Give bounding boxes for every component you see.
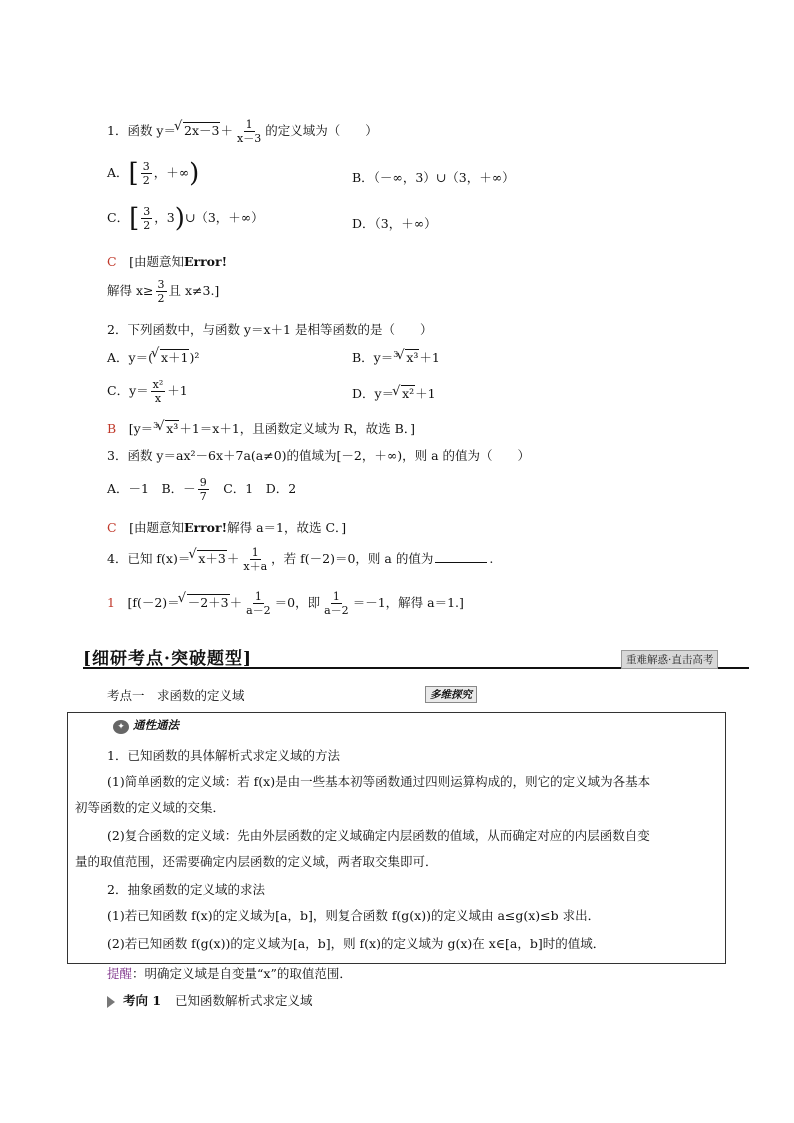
section-tag: 重难解惑·直击高考 xyxy=(621,650,718,669)
q3-stem: 3．函数 y＝ax²－6x＋7a(a≠0)的值域为[－2，＋∞)，则 a 的值为（ ） xyxy=(107,448,531,463)
box-line-1: 1．已知函数的具体解析式求定义域的方法 xyxy=(107,748,340,763)
box-line-7: (1)若已知函数 f(x)的定义域为[a，b]，则复合函数 f(g(x))的定义域由 a≤g(x)≤b 求出． xyxy=(107,908,601,923)
method-box-header: ✦ 通性通法 xyxy=(113,717,179,734)
q1-solution: 解得 x≥ $\frac{3}{2}$ 且 x≠3.] xyxy=(107,278,220,305)
q1-option-c: C．[ $\frac{3}{2}$ ，3)∪（3，＋∞） xyxy=(107,203,264,234)
direction: 考向 1 已知函数解析式求定义域 xyxy=(107,991,313,1009)
section-title: [细研考点·突破题型] xyxy=(83,649,253,669)
q1-answer: C [由题意知Error! xyxy=(107,254,228,269)
tip: 提醒：明确定义域是自变量“x”的取值范围． xyxy=(107,966,352,981)
q4-stem: 4．已知 f(x)＝√ x＋3＋ $\frac{1}{x+a}$ ，若 f(－2)＝0，则 a 的值为 . xyxy=(107,546,493,573)
q3-answer: C [由题意知Error!解得 a＝1，故选 C．] xyxy=(107,520,347,535)
q1-option-a: A．[ $\frac{3}{2}$ ，＋∞) xyxy=(107,158,200,189)
q1-stem: 1．函数 y＝√ 2x－3＋ $\frac{1}{x-3}$ 的定义域为（ ） xyxy=(107,118,378,145)
q4-answer: 1 [f(－2)＝√ －2＋3＋ $\frac{1}{a-2}$ ＝0，即 $\frac{1}{a-2}$ ＝－1，解得 a＝1.] xyxy=(107,590,464,617)
kaodian-title: 考点一 求函数的定义域 xyxy=(107,688,245,703)
q2-option-a: A．y＝(√ x＋1)² xyxy=(107,348,199,366)
q2-answer: B [y＝$^3$√ x³＋1＝x＋1，且函数定义域为 R，故选 B．] xyxy=(107,419,415,437)
method-icon: ✦ xyxy=(113,720,129,734)
box-line-5: 量的取值范围，还需要确定内层函数的定义域，两者取交集即可． xyxy=(75,854,438,869)
triangle-icon xyxy=(107,996,115,1008)
box-line-2: (1)简单函数的定义域：若 f(x)是由一些基本初等函数通过四则运算构成的，则它的定义域为各基本 xyxy=(107,774,651,789)
q1-option-d: D．（3，＋∞） xyxy=(352,216,437,231)
box-line-8: (2)若已知函数 f(g(x))的定义域为[a，b]，则 f(x)的定义域为 g(x)在 x∈[a，b]时的值域． xyxy=(107,936,606,951)
q2-option-b: B．y＝$^3$√ x³＋1 xyxy=(352,348,440,366)
q1-option-b: B．（－∞，3）∪（3，＋∞） xyxy=(352,170,515,185)
q3-options: A．－1 B．－ $\frac{9}{7}$ C．1 D．2 xyxy=(107,476,297,503)
box-line-6: 2．抽象函数的定义域的求法 xyxy=(107,882,265,897)
q2-option-d: D．y＝√ x²＋1 xyxy=(352,384,436,402)
box-line-4: (2)复合函数的定义域：先由外层函数的定义域确定内层函数的值域，从而确定对应的内层函数自变 xyxy=(107,828,650,843)
q2-stem: 2．下列函数中，与函数 y＝x＋1 是相等函数的是（ ） xyxy=(107,322,433,337)
answer-blank[interactable] xyxy=(435,562,487,563)
box-line-3: 初等函数的定义域的交集． xyxy=(75,800,226,815)
q2-option-c: C．y＝ $\frac{\text{x²}}{x}$ ＋1 xyxy=(107,378,188,405)
kaodian-tag: 多维探究 xyxy=(425,686,477,703)
